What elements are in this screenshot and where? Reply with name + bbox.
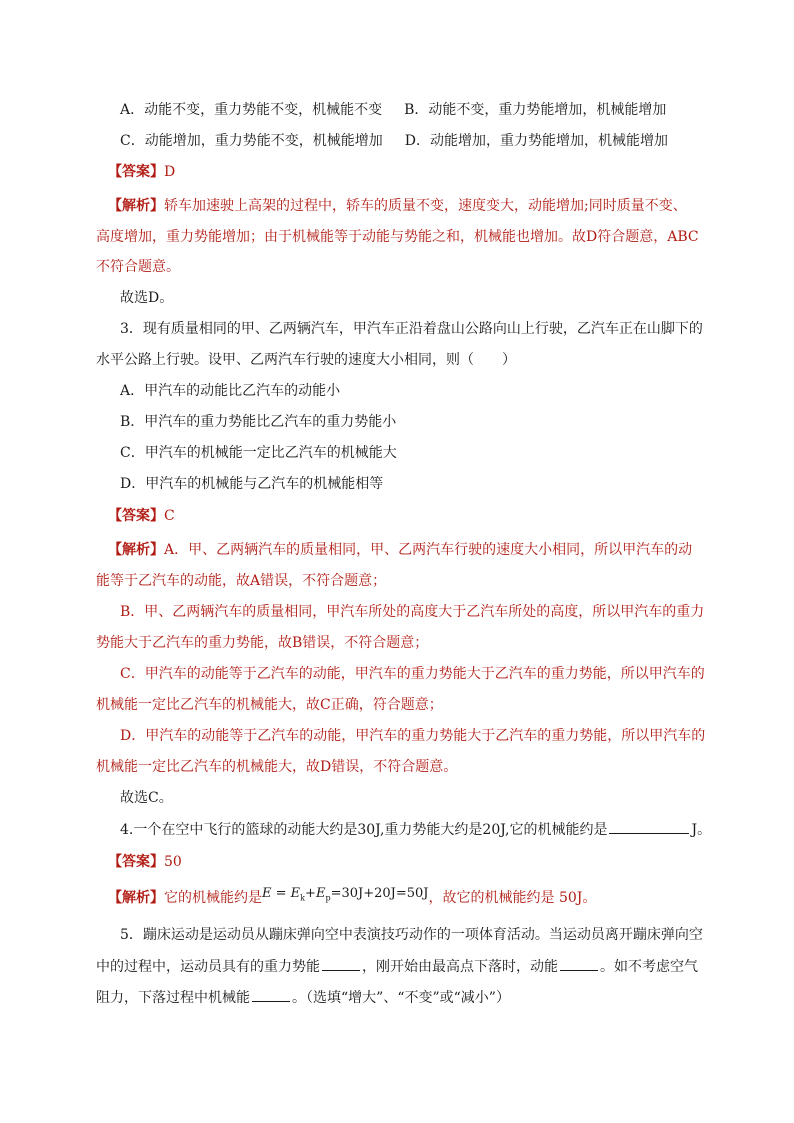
q3-answer — [108, 506, 175, 526]
answer-value: 50 — [164, 854, 182, 870]
q3-analysis-a-line-2: 能等于乙汽车的动能，故A错误，不符合题意； — [96, 573, 387, 589]
q5-line-3: 阻力，下落过程中机械能 。（选填“增大”、“不变”或“减小”） — [96, 987, 510, 1008]
q3-option-b: B．甲汽车的重力势能比乙汽车的重力势能小 — [120, 414, 397, 430]
q2-analysis-line-1: 【解析】轿车加速驶上高架的过程中，轿车的质量不变，速度变大，动能增加;同时质量不变、 — [108, 198, 687, 214]
q3-option-c: C．甲汽车的机械能一定比乙汽车的机械能大 — [120, 445, 397, 461]
energy-formula: $E = E_k+E_p=30J+20J=50J$ — [262, 886, 429, 903]
q3-analysis-b-line-2: 势能大于乙汽车的重力势能，故B错误，不符合题意； — [96, 635, 429, 651]
q3-analysis-b-line-1: B．甲、乙两辆汽车的质量相同，甲汽车所处的高度大于乙汽车所处的高度，所以甲汽车的重力 — [120, 604, 705, 620]
answer-value: D — [164, 164, 176, 180]
analysis-tag: 【解析】 — [108, 890, 164, 906]
q3-stem-line-1: 3．现有质量相同的甲、乙两辆汽车，甲汽车正沿着盘山公路向山上行驶，乙汽车正在山脚下的 — [120, 321, 703, 337]
q5-line-1: 5．蹦床运动是运动员从蹦床弹向空中表演技巧动作的一项体育活动。当运动员离开蹦床弹向空 — [120, 927, 703, 943]
q2-answer — [108, 162, 175, 182]
q2-conclusion: 故选D。 — [120, 290, 174, 306]
q3-option-d: D．甲汽车的机械能与乙汽车的机械能相等 — [120, 476, 384, 492]
q5-blank-3 — [252, 987, 290, 1002]
answer-value: C — [164, 508, 175, 524]
q3-conclusion: 故选C。 — [120, 790, 173, 806]
q3-stem-line-2: 水平公路上行驶。设甲、乙两汽车行驶的速度大小相同，则（ ） — [96, 352, 516, 368]
q2-option-d: D．动能增加，重力势能增加，机械能增加 — [404, 133, 668, 149]
q5-line-2: 中的过程中，运动员具有的重力势能 ，刚开始由最高点下落时，动能 。如不考虑空气 — [96, 956, 698, 977]
q2-options-row-1 — [120, 100, 666, 120]
q2-option-b: B．动能不变，重力势能增加，机械能增加 — [404, 102, 667, 118]
q5-blank-2 — [560, 956, 598, 971]
q2-options-row-2 — [120, 131, 668, 151]
q3-analysis-c-line-1: C．甲汽车的动能等于乙汽车的动能，甲汽车的重力势能大于乙汽车的重力势能，所以甲汽车的 — [120, 666, 705, 682]
q5-blank-1 — [322, 956, 360, 971]
q3-analysis-d-line-2: 机械能一定比乙汽车的机械能大，故D错误，不符合题意。 — [96, 759, 458, 775]
q4-analysis: 【解析】它的机械能约是$E = E_k+E_p=30J+20J=50J$，故它的机械能约是 50J。 — [108, 886, 597, 906]
q3-analysis-c-line-2: 机械能一定比乙汽车的机械能大，故C正确，符合题意； — [96, 697, 443, 713]
q3-option-a: A．甲汽车的动能比乙汽车的动能小 — [120, 383, 341, 399]
analysis-tag: 【解析】 — [108, 542, 164, 558]
q3-analysis-a-line-1: 【解析】A．甲、乙两辆汽车的质量相同，甲、乙两汽车行驶的速度大小相同，所以甲汽车的动 — [108, 542, 693, 558]
q4-answer-blank — [609, 819, 689, 834]
answer-tag: 【答案】 — [108, 508, 164, 524]
q2-analysis-line-3: 不符合题意。 — [96, 259, 180, 275]
answer-tag: 【答案】 — [108, 854, 164, 870]
q2-analysis-line-2: 高度增加，重力势能增加；由于机械能等于动能与势能之和，机械能也增加。故D符合题意，ABC — [96, 229, 699, 245]
analysis-tag: 【解析】 — [108, 198, 164, 214]
q4-answer — [108, 852, 182, 872]
answer-tag: 【答案】 — [108, 164, 164, 180]
q2-option-c: C．动能增加，重力势能不变，机械能增加 — [120, 133, 383, 149]
q2-option-a: A．动能不变，重力势能不变，机械能不变 — [120, 102, 383, 118]
q3-analysis-d-line-1: D．甲汽车的动能等于乙汽车的动能，甲汽车的重力势能大于乙汽车的重力势能，所以甲汽车的 — [120, 728, 706, 744]
q4-stem: 4.一个在空中飞行的篮球的动能大约是30J,重力势能大约是20J,它的机械能约是 J。 — [120, 819, 711, 840]
